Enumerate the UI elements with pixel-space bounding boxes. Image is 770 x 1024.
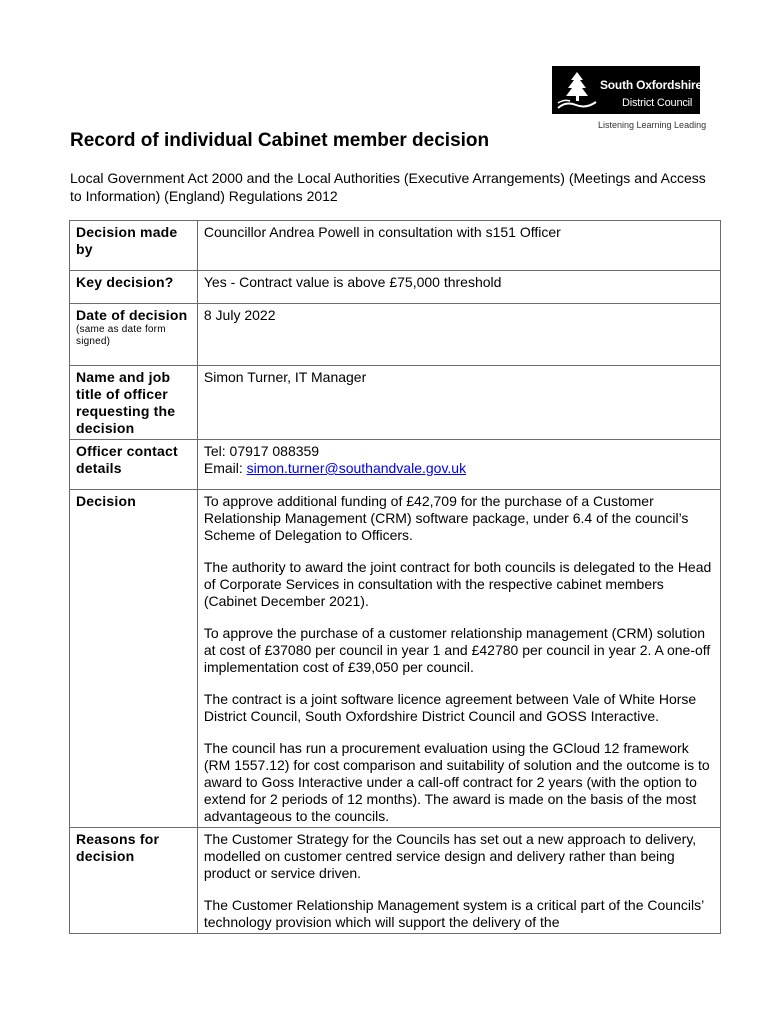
logo-tagline: Listening Learning Leading xyxy=(598,120,707,130)
page-title: Record of individual Cabinet member decision xyxy=(70,130,490,151)
reasons-value xyxy=(197,828,720,934)
tree-river-icon xyxy=(556,68,598,112)
officer-contact-value xyxy=(197,440,720,490)
reasons-paragraph: The Customer Strategy for the Councils has set out a new approach to delivery, modelled on customer centred service design and delivery rather than being product or service driven. xyxy=(203,831,697,881)
date-of-decision-note: (same as date form signed) xyxy=(76,324,166,347)
decision-paragraph: The contract is a joint software licence agreement between Vale of White Horse District Council, South Oxfordshire District Council and GOSS Interactive. xyxy=(203,691,697,724)
officer-phone: Tel: 07917 088359 xyxy=(203,443,320,459)
decision-label: Decision xyxy=(70,490,198,828)
key-decision-label: Key decision? xyxy=(70,271,198,304)
decision-paragraph: The authority to award the joint contract for both councils is delegated to the Head of Corporate Services in consultation with the respective cabinet members (Cabinet December 2021). xyxy=(203,559,712,609)
logo-text-line2: District Council xyxy=(622,97,693,109)
table-row xyxy=(70,304,721,366)
officer-email-line xyxy=(204,460,714,477)
email-prefix: Email: xyxy=(203,460,247,476)
table-row xyxy=(70,271,721,304)
decision-record-table xyxy=(69,220,721,934)
date-of-decision-value: 8 July 2022 xyxy=(197,304,720,366)
table-row xyxy=(70,440,721,490)
decision-paragraph: To approve additional funding of £42,709 for the purchase of a Customer Relationship Management (CRM) software package, under 6.4 of the council’s Scheme of Delegation to Officers. xyxy=(203,493,689,543)
decision-paragraph: To approve the purchase of a customer relationship management (CRM) solution at cost of £37080 per council in year 1 and £42780 per council in year 2. A one-off implementation cost of £39,050 per council. xyxy=(203,625,711,675)
decision-made-by-label: Decision made by xyxy=(70,221,198,271)
decision-value xyxy=(197,490,720,828)
key-decision-value: Yes - Contract value is above £75,000 threshold xyxy=(197,271,720,304)
table-row xyxy=(70,366,721,440)
decision-made-by-value: Councillor Andrea Powell in consultation with s151 Officer xyxy=(197,221,720,271)
reasons-label: Reasons for decision xyxy=(70,828,198,934)
officer-contact-label: Officer contact details xyxy=(70,440,198,490)
council-logo xyxy=(550,64,707,134)
table-row xyxy=(70,490,721,828)
officer-name-value: Simon Turner, IT Manager xyxy=(197,366,720,440)
officer-name-label: Name and job title of officer requesting the decision xyxy=(70,366,198,440)
page-subtitle: Local Government Act 2000 and the Local Authorities (Executive Arrangements) (Meetings and Access to Information) (England) Regulations 2012 xyxy=(70,170,706,204)
decision-paragraph: The council has run a procurement evaluation using the GCloud 12 framework (RM 1557.12) for cost comparison and suitability of solution and the outcome is to award to Goss Interactive under a call-off contract for 2 years (with the option to extend for 2 periods of 12 months). The award is made on the basis of the most advantageous to the councils. xyxy=(203,740,710,824)
logo-text-line1: South Oxfordshire xyxy=(600,78,702,92)
table-row xyxy=(70,221,721,271)
date-of-decision-cell xyxy=(70,304,198,366)
officer-email-link[interactable]: simon.turner@southandvale.gov.uk xyxy=(246,460,467,476)
reasons-paragraph: The Customer Relationship Management system is a critical part of the Councils’ technology provision which will support the delivery of the xyxy=(203,897,704,930)
table-row xyxy=(70,828,721,934)
date-of-decision-label: Date of decision xyxy=(76,307,188,323)
logo-box xyxy=(552,66,700,114)
